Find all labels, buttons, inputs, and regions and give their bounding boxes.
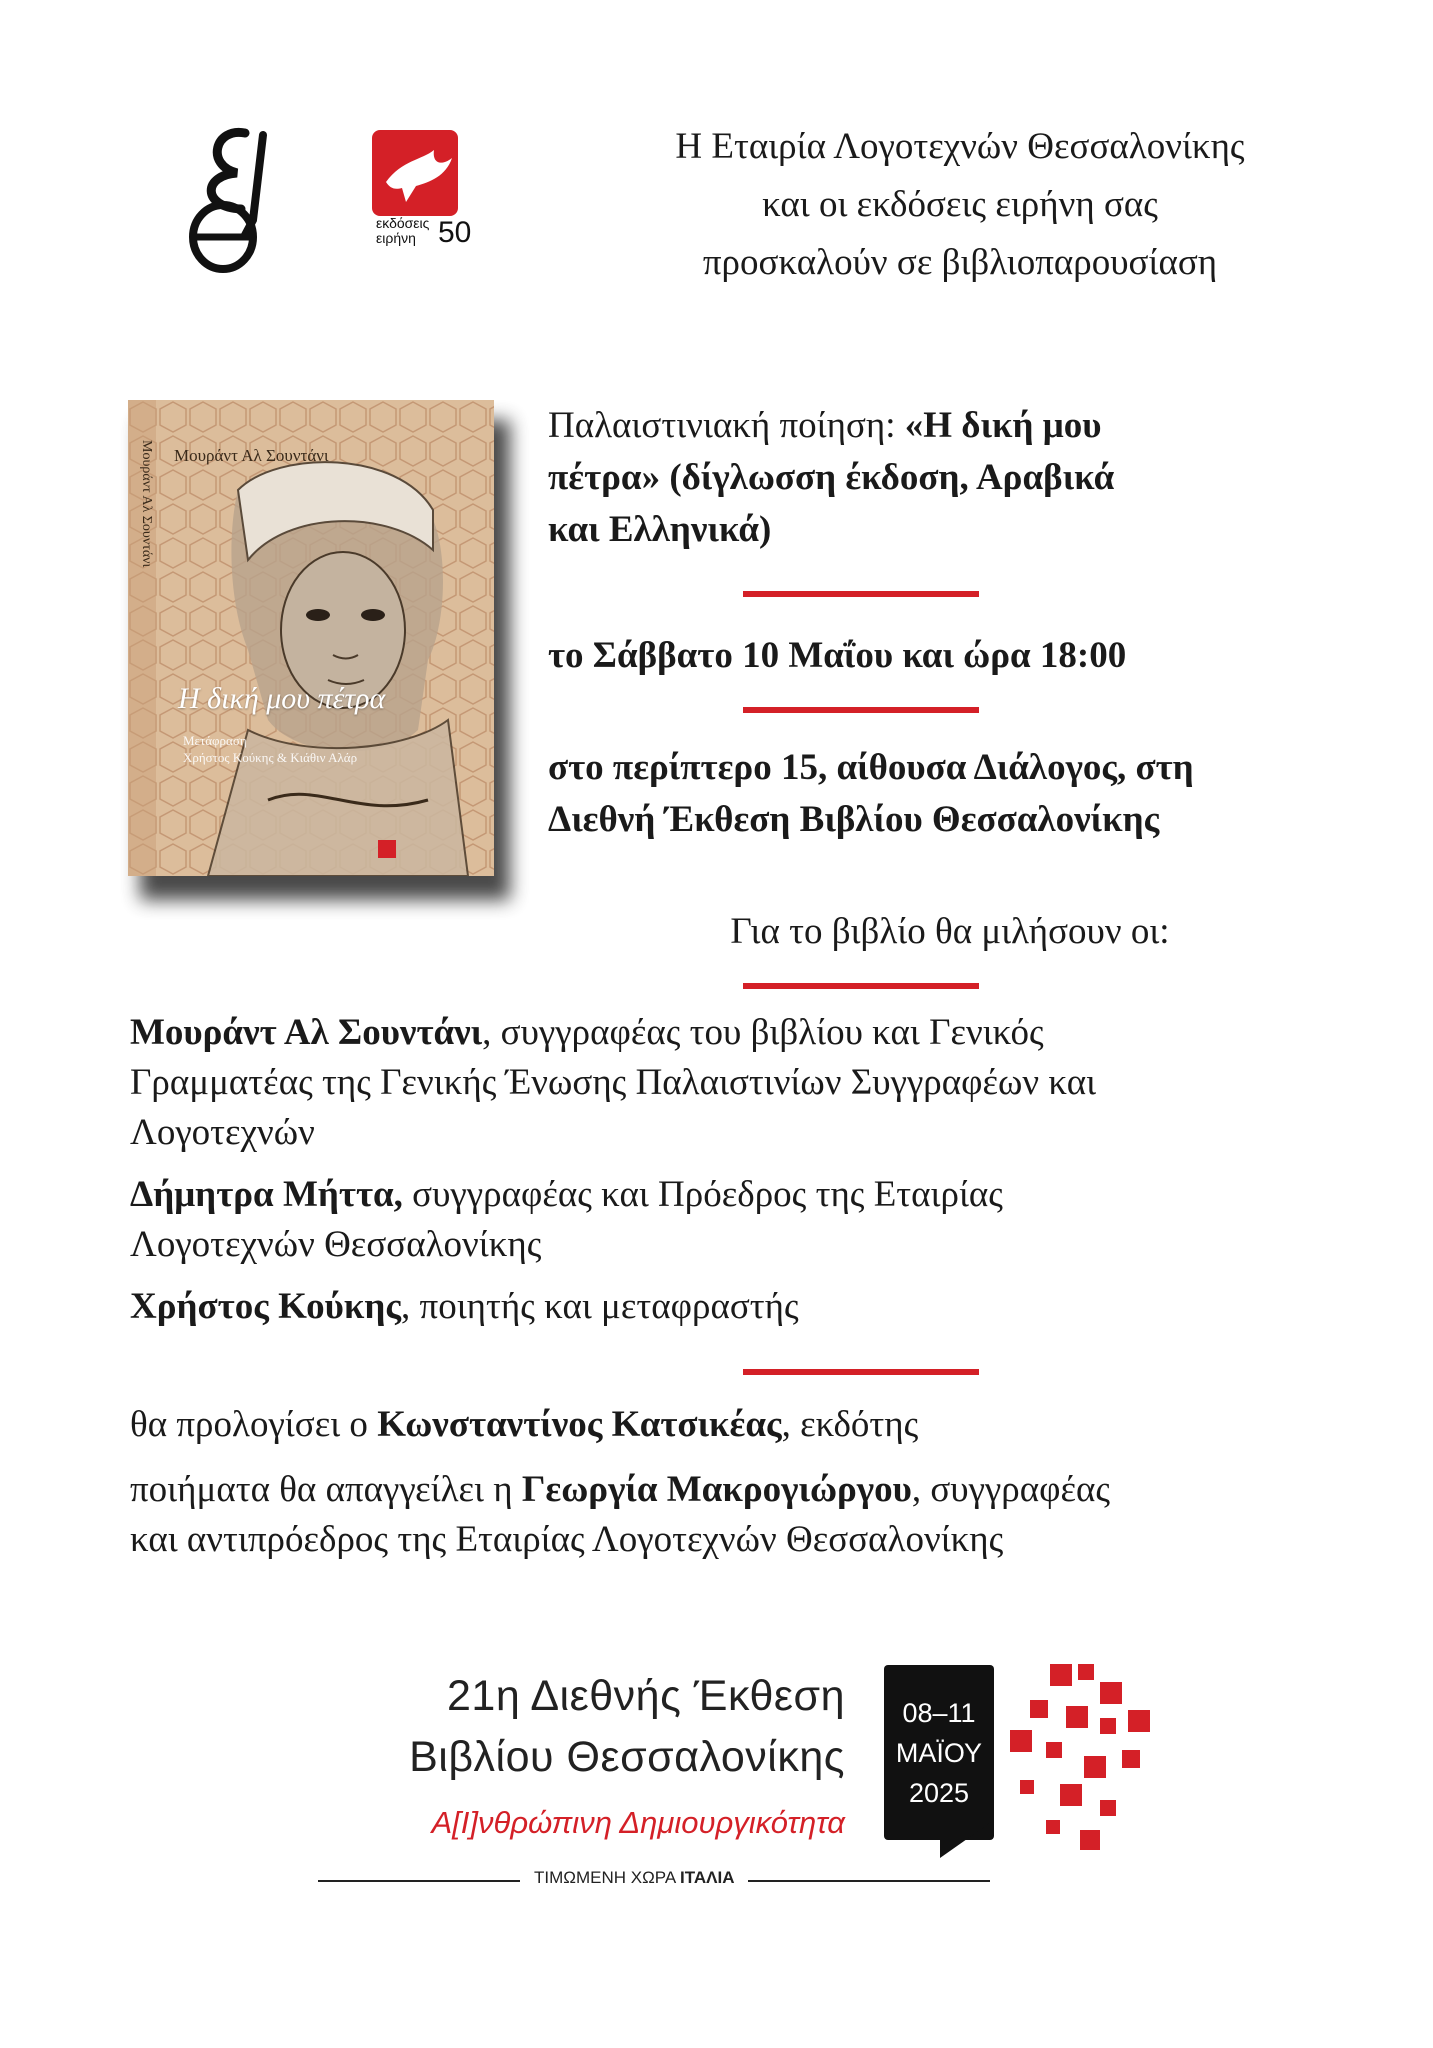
book-spine-text: Μουράντ Αλ Σουντάνι (139, 440, 154, 568)
book-title: Η δική μου πέτρα (178, 682, 386, 715)
invitation-header (580, 118, 1340, 292)
book-author: Μουράντ Αλ Σουντάνι (174, 446, 329, 465)
prologue-name: Κωνσταντίνος Κατσικέας (377, 1404, 782, 1445)
header-line-1: Η Εταιρία Λογοτεχνών Θεσσαλονίκης (675, 126, 1245, 167)
honored-country-name: ΙΤΑΛΙΑ (680, 1868, 735, 1887)
ekdoseis-eirini-logo (372, 130, 487, 290)
event-title (548, 400, 1248, 556)
fair-title-line-2: Βιβλίου Θεσσαλονίκης (409, 1733, 845, 1781)
speaker-1-name: Μουράντ Αλ Σουντάνι (130, 1012, 483, 1053)
recitation-name: Γεωργία Μακρογιώργου (521, 1469, 912, 1510)
fair-theme: Α[Ι]νθρώπινη Δημιουργικότητα (431, 1805, 845, 1840)
event-title-bold-3: και Ελληνικά) (548, 509, 772, 550)
header-line-3: προσκαλούν σε βιβλιοπαρουσίαση (702, 242, 1218, 283)
recitation-line-2: και αντιπρόεδρος της Εταιρίας Λογοτεχνών Θεσσαλονίκης (130, 1519, 1004, 1560)
book-translators (183, 732, 357, 766)
red-divider-3 (743, 983, 979, 989)
translators-names: Χρήστος Κούκης & Κιάθιν Αλάρ (183, 750, 358, 765)
speaker-2 (130, 1170, 1310, 1270)
speaker-2-desc-1: συγγραφέας και Πρόεδρος της Εταιρίας (402, 1174, 1003, 1215)
fair-title-line-1: 21η Διεθνής Έκθεση (447, 1672, 845, 1720)
event-location (548, 742, 1328, 846)
event-title-bold-2: πέτρα» (δίγλωσση έκδοση, Αραβικά (548, 457, 1115, 498)
prologue-prefix: θα προλογίσει ο (130, 1404, 378, 1445)
etaireia-logotexnon-logo (175, 125, 295, 275)
book-cover (128, 400, 494, 876)
speaker-3-desc-1: , ποιητής και μεταφραστής (401, 1286, 799, 1327)
speaker-3 (130, 1282, 1310, 1332)
recitation-line (130, 1465, 1330, 1565)
book-cover-illustration (128, 400, 494, 876)
event-title-bold-1: «Η δική μου (904, 405, 1102, 446)
recitation-prefix: ποιήματα θα απαγγείλει η (130, 1469, 522, 1510)
red-divider-2 (743, 707, 979, 713)
red-divider-1 (743, 591, 979, 597)
fair-month: ΜΑΪΟΥ (895, 1737, 983, 1768)
prologue-line (130, 1400, 1330, 1450)
speakers-heading: Για το βιβλίο θα μιλήσουν οι: (730, 911, 1170, 952)
speaker-3-name: Χρήστος Κούκης (130, 1286, 402, 1327)
header-line-2: και οι εκδόσεις ειρήνη σας (762, 184, 1158, 225)
speaker-1-desc-1: , συγγραφέας του βιβλίου και Γενικός (482, 1012, 1044, 1053)
prologue-suffix: , εκδότης (781, 1404, 919, 1445)
fair-dates: 08–11 (902, 1697, 976, 1728)
speaker-1 (130, 1008, 1310, 1158)
honored-country (520, 1868, 748, 1888)
event-location-line-1: στο περίπτερο 15, αίθουσα Διάλογος, στη (548, 747, 1194, 788)
fair-year: 2025 (908, 1777, 970, 1808)
event-title-prefix: Παλαιστινιακή ποίηση: (548, 405, 905, 446)
translators-label: Μετάφραση (183, 733, 247, 748)
honored-country-label: ΤΙΜΩΜΕΝΗ ΧΩΡΑ (534, 1868, 681, 1887)
speaker-1-desc-2: Γραμματέας της Γενικής Ένωσης Παλαιστινίων Συγγραφέων και (130, 1062, 1097, 1103)
event-location-line-2: Διεθνή Έκθεση Βιβλίου Θεσσαλονίκης (548, 799, 1160, 840)
fair-pixel-logo-icon (1000, 1660, 1160, 1860)
dates-box-notch (940, 1820, 994, 1858)
speaker-2-name: Δήμητρα Μήττα, (130, 1174, 403, 1215)
speaker-1-desc-3: Λογοτεχνών (130, 1112, 315, 1153)
speaker-2-desc-2: Λογοτεχνών Θεσσαλονίκης (130, 1224, 542, 1265)
recitation-suffix: , συγγραφέας (911, 1469, 1111, 1510)
fair-dates-box (884, 1665, 994, 1840)
event-date-time: το Σάββατο 10 Μαΐου και ώρα 18:00 (548, 635, 1127, 676)
red-divider-4 (743, 1369, 979, 1375)
eirini-logo-text: εκδόσεις ειρήνη (376, 215, 430, 246)
eirini-anniversary: 50 (438, 216, 472, 249)
